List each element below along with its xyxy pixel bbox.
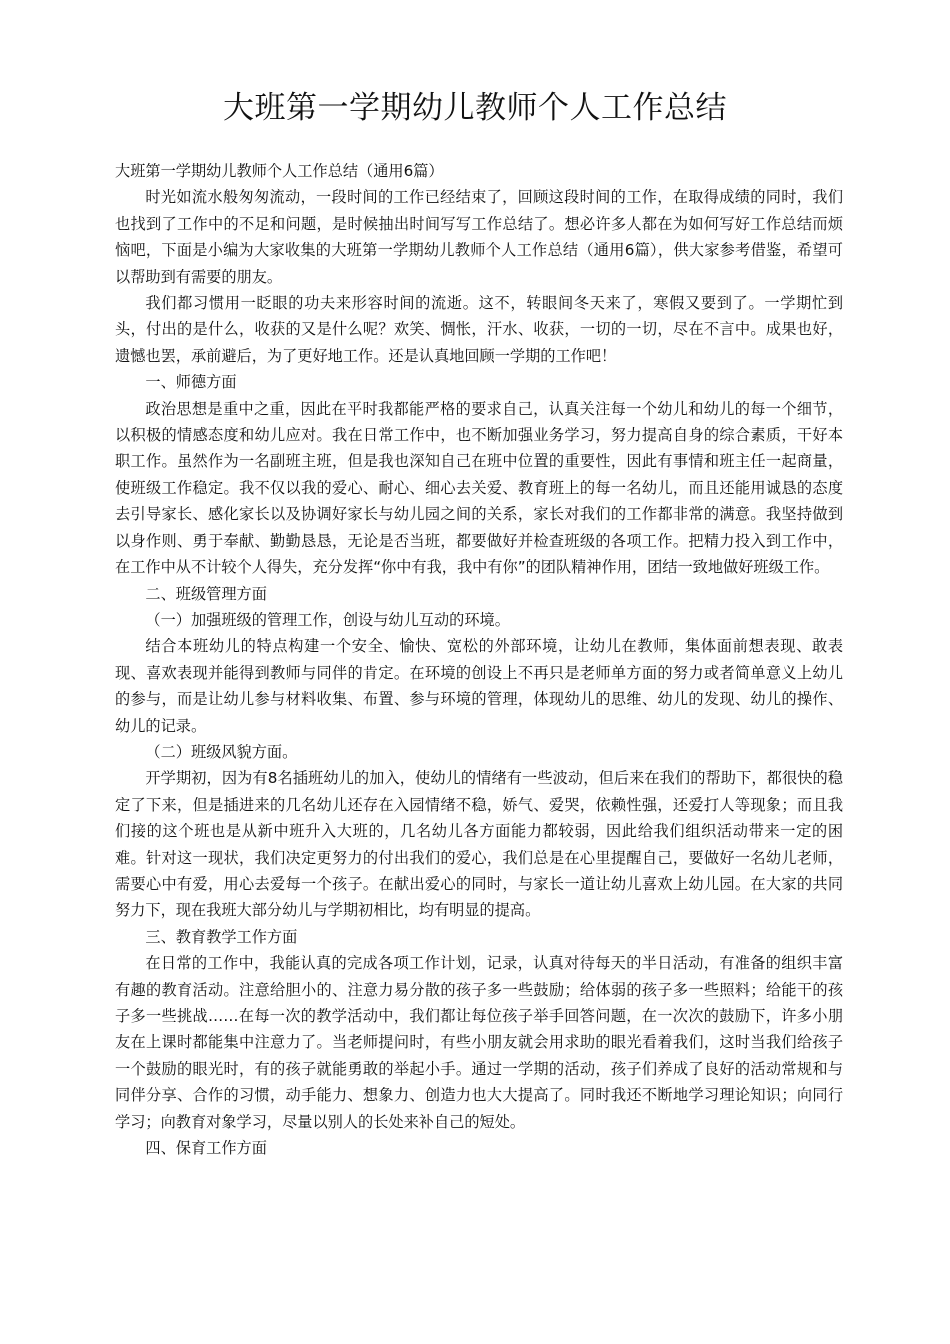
paragraph: 四、保育工作方面	[145, 1139, 267, 1158]
paragraph: 结合本班幼儿的特点构建一个安全、愉快、宽松的外部环境，让幼儿在教师，集体面前想表现、敢表现、喜欢表现并能得到教师与同伴的肯定。在环境的创设上不再只是老师单方面的努力或者简单意义上幼儿的参与，而是让幼儿参与材料收集、布置、参与环境的管理，体现幼儿的思维、幼儿的发现、幼儿的操作、幼儿的记录。	[115, 637, 843, 735]
paragraph: 大班第一学期幼儿教师个人工作总结（通用6篇）	[115, 162, 444, 180]
paragraph: 开学期初，因为有8名插班幼儿的加入，使幼儿的情绪有一些波动，但后来在我们的帮助下，都很快的稳定了下来，但是插进来的几名幼儿还存在入园情绪不稳，娇气、爱哭，依赖性强，还爱打人等现象；而且我们接的这个班也是从新中班升入大班的，几名幼儿各方面能力都较弱，因此给我们组织活动带来一定的困难。针对这一现状，我们决定更努力的付出我们的爱心，我们总是在心里提醒自己，要做好一名幼儿老师，需要心中有爱，用心去爱每一个孩子。在献出爱心的同时，与家长一道让幼儿喜欢上幼儿园。在大家的共同努力下，现在我班大部分幼儿与学期初相比，均有明显的提高。	[115, 769, 843, 920]
paragraph: 一、师德方面	[145, 373, 237, 392]
paragraph: 在日常的工作中，我能认真的完成各项工作计划，记录，认真对待每天的半日活动，有准备的组织丰富有趣的教育活动。注意给胆小的、注意力易分散的孩子多一些鼓励；给体弱的孩子多一些照料；给能干的孩子多一些挑战……在每一次的教学活动中，我们都让每位孩子举手回答问题，在一次次的鼓励下，许多小朋友在上课时都能集中注意力了。当老师提问时，有些小朋友就会用求助的眼光看着我们，这时当我们给孩子一个鼓励的眼光时，有的孩子就能勇敢的举起小手。通过一学期的活动，孩子们养成了良好的活动常规和与同伴分享、合作的习惯，动手能力、想象力、创造力也大大提高了。同时我还不断地学习理论知识；向同行学习；向教育对象学习，尽量以别人的长处来补自己的短处。	[115, 954, 843, 1131]
document-title: 大班第一学期幼儿教师个人工作总结	[223, 90, 727, 126]
document-body	[115, 158, 843, 1161]
paragraph: 政治思想是重中之重，因此在平时我都能严格的要求自己，认真关注每一个幼儿和幼儿的每一个细节，以积极的情感态度和幼儿应对。我在日常工作中，也不断加强业务学习，努力提高自身的综合素质，干好本职工作。虽然作为一名副班主班，但是我也深知自己在班中位置的重要性，因此有事情和班主任一起商量，使班级工作稳定。我不仅以我的爱心、耐心、细心去关爱、教育班上的每一名幼儿，而且还能用诚恳的态度去引导家长、感化家长以及协调好家长与幼儿园之间的关系，家长对我们的工作都非常的满意。我坚持做到以身作则、勇于奉献、勤勤恳恳，无论是否当班，都要做好并检查班级的各项工作。把精力投入到工作中，在工作中从不计较个人得失，充分发挥“你中有我，我中有你”的团队精神作用，团结一致地做好班级工作。	[115, 399, 843, 577]
paragraph: 时光如流水般匆匆流动，一段时间的工作已经结束了，回顾这段时间的工作，在取得成绩的同时，我们也找到了工作中的不足和问题，是时候抽出时间写写工作总结了。想必许多人都在为如何写好工作总结而烦恼吧，下面是小编为大家收集的大班第一学期幼儿教师个人工作总结（通用6篇），供大家参考借鉴，希望可以帮助到有需要的朋友。	[115, 188, 843, 286]
paragraph: 我们都习惯用一眨眼的功夫来形容时间的流逝。这不，转眼间冬天来了，寒假又要到了。一学期忙到头，付出的是什么，收获的又是什么呢？欢笑、惆怅，汗水、收获，一切的一切，尽在不言中。成果也好，遗憾也罢，承前避后，为了更好地工作。还是认真地回顾一学期的工作吧！	[115, 294, 843, 365]
paragraph: （一）加强班级的管理工作，创设与幼儿互动的环境。	[145, 610, 510, 629]
paragraph: 三、教育教学工作方面	[145, 927, 298, 946]
paragraph: 二、班级管理方面	[145, 584, 267, 603]
paragraph: （二）班级风貌方面。	[145, 742, 298, 761]
